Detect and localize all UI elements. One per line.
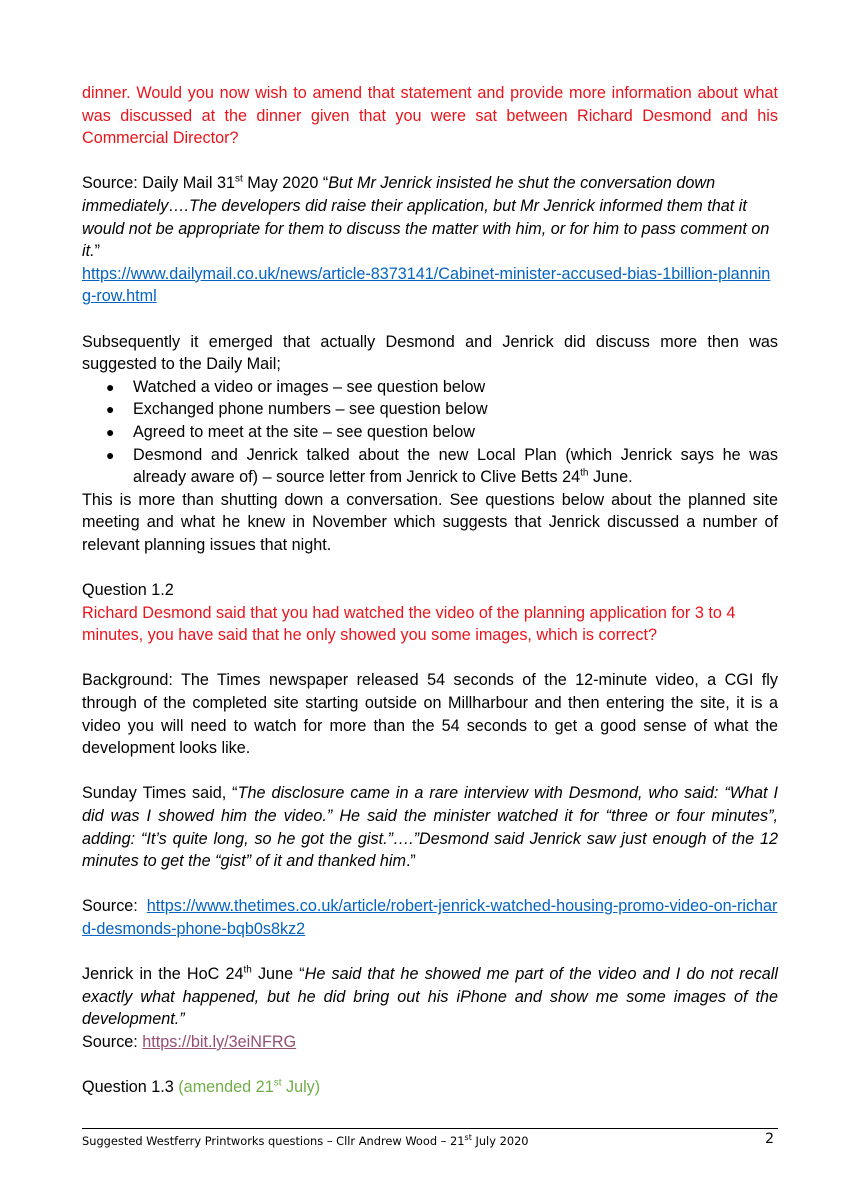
list-item: ● Watched a video or images – see question below	[82, 376, 778, 399]
daily-mail-quote: But Mr Jenrick insisted he shut the conversation down immediately….The developers did raise their application, but Mr Jenrick informed them that it would not be appropriate for them to discuss the matter with him, or for him to pass comment on it.	[82, 174, 770, 261]
subsequent-paragraph: Subsequently it emerged that actually Desmond and Jenrick did discuss more then was suggested to the Daily Mail;	[82, 332, 778, 374]
sunday-times-quote: The disclosure came in a rare interview with Desmond, who said: “What I did was I showed him the video.” He said the minister watched it for “three or four minutes”, adding: “It’s quite long, so he got the gist.”….”Desmond said Jenrick saw just enough of the 12 minutes to get the “gist” of it and thanked him	[82, 784, 778, 871]
footer-text: Suggested Westferry Printworks questions – Cllr Andrew Wood – 21st July 2020	[82, 1133, 529, 1148]
page-number: 2	[765, 1131, 774, 1147]
hoc-quote: He said that he showed me part of the video and I do not recall exactly what happened, but he did bring out his iPhone and show me some images of the development.”	[82, 965, 778, 1029]
background-paragraph: Background: The Times newspaper released 54 seconds of the 12-minute video, a CGI fly through of the completed site starting outside on Millharbour and then entering the site, it is a video you will need to watch for more than the 54 seconds to get a good sense of what the development looks like.	[82, 671, 778, 758]
bullet-icon: ●	[106, 378, 115, 395]
bullet-icon: ●	[106, 423, 115, 440]
shutting-down-paragraph: This is more than shutting down a conversation. See questions below about the planned site meeting and what he knew in November which suggests that Jenrick discussed a number of relevant planning issues that night.	[82, 490, 778, 554]
amended-note: (amended 21st July)	[178, 1077, 321, 1097]
source-date: May 2020 “	[242, 174, 329, 193]
discussion-points-list	[82, 376, 778, 489]
ordinal-suffix: st	[234, 173, 243, 185]
daily-mail-link[interactable]: https://www.dailymail.co.uk/news/article-8373141/Cabinet-minister-accused-bias-1billion-planning-row.html	[82, 264, 771, 306]
times-source: Source: https://www.thetimes.co.uk/article/robert-jenrick-watched-housing-promo-video-on-richard-desmonds-phone-bqb0s8kz2	[82, 897, 778, 938]
hoc-paragraph: Jenrick in the HoC 24th June “He said that he showed me part of the video and I do not recall exactly what happened, but he did bring out his iPhone and show me some images of the development.”	[82, 964, 778, 1029]
daily-mail-source	[82, 172, 778, 262]
question-text: Richard Desmond said that you had watched the video of the planning application for 3 to 4 minutes, you have said that he only showed you some images, which is correct?	[82, 603, 736, 645]
bullet-icon: ●	[106, 446, 115, 463]
bitly-link[interactable]: https://bit.ly/3eiNFRG	[142, 1032, 297, 1051]
page-footer	[82, 1128, 778, 1148]
question-text-continued: dinner. Would you now wish to amend that statement and provide more information about what was discussed at the dinner given that you were sat between Richard Desmond and his Commercial Director?	[82, 84, 778, 148]
question-heading: Question 1.3 (amended 21st July)	[82, 1077, 321, 1097]
source-label: Source: Daily Mail 31	[82, 174, 235, 193]
hoc-source: Source: https://bit.ly/3eiNFRG	[82, 1032, 297, 1051]
list-item: ● Agreed to meet at the site – see question below	[82, 421, 778, 444]
bullet-icon: ●	[106, 401, 115, 418]
sunday-times-paragraph: Sunday Times said, “The disclosure came in a rare interview with Desmond, who said: “What I did was I showed him the video.” He said the minister watched it for “three or four minutes”, adding: “It’s quite long, so he got the gist.”….”Desmond said Jenrick saw just enough of the 12 minutes to get the “gist” of it and thanked him.”	[82, 784, 778, 871]
list-item: ● Exchanged phone numbers – see question below	[82, 398, 778, 421]
list-item: ● Desmond and Jenrick talked about the new Local Plan (which Jenrick says he was already aware of) – source letter from Jenrick to Clive Betts 24th June.	[106, 445, 778, 487]
page-body	[82, 82, 778, 1099]
times-link[interactable]: https://www.thetimes.co.uk/article/robert-jenrick-watched-housing-promo-video-on-richard-desmonds-phone-bqb0s8kz2	[82, 897, 778, 938]
quote-close: ”	[94, 242, 100, 261]
question-heading: Question 1.2	[82, 581, 174, 600]
